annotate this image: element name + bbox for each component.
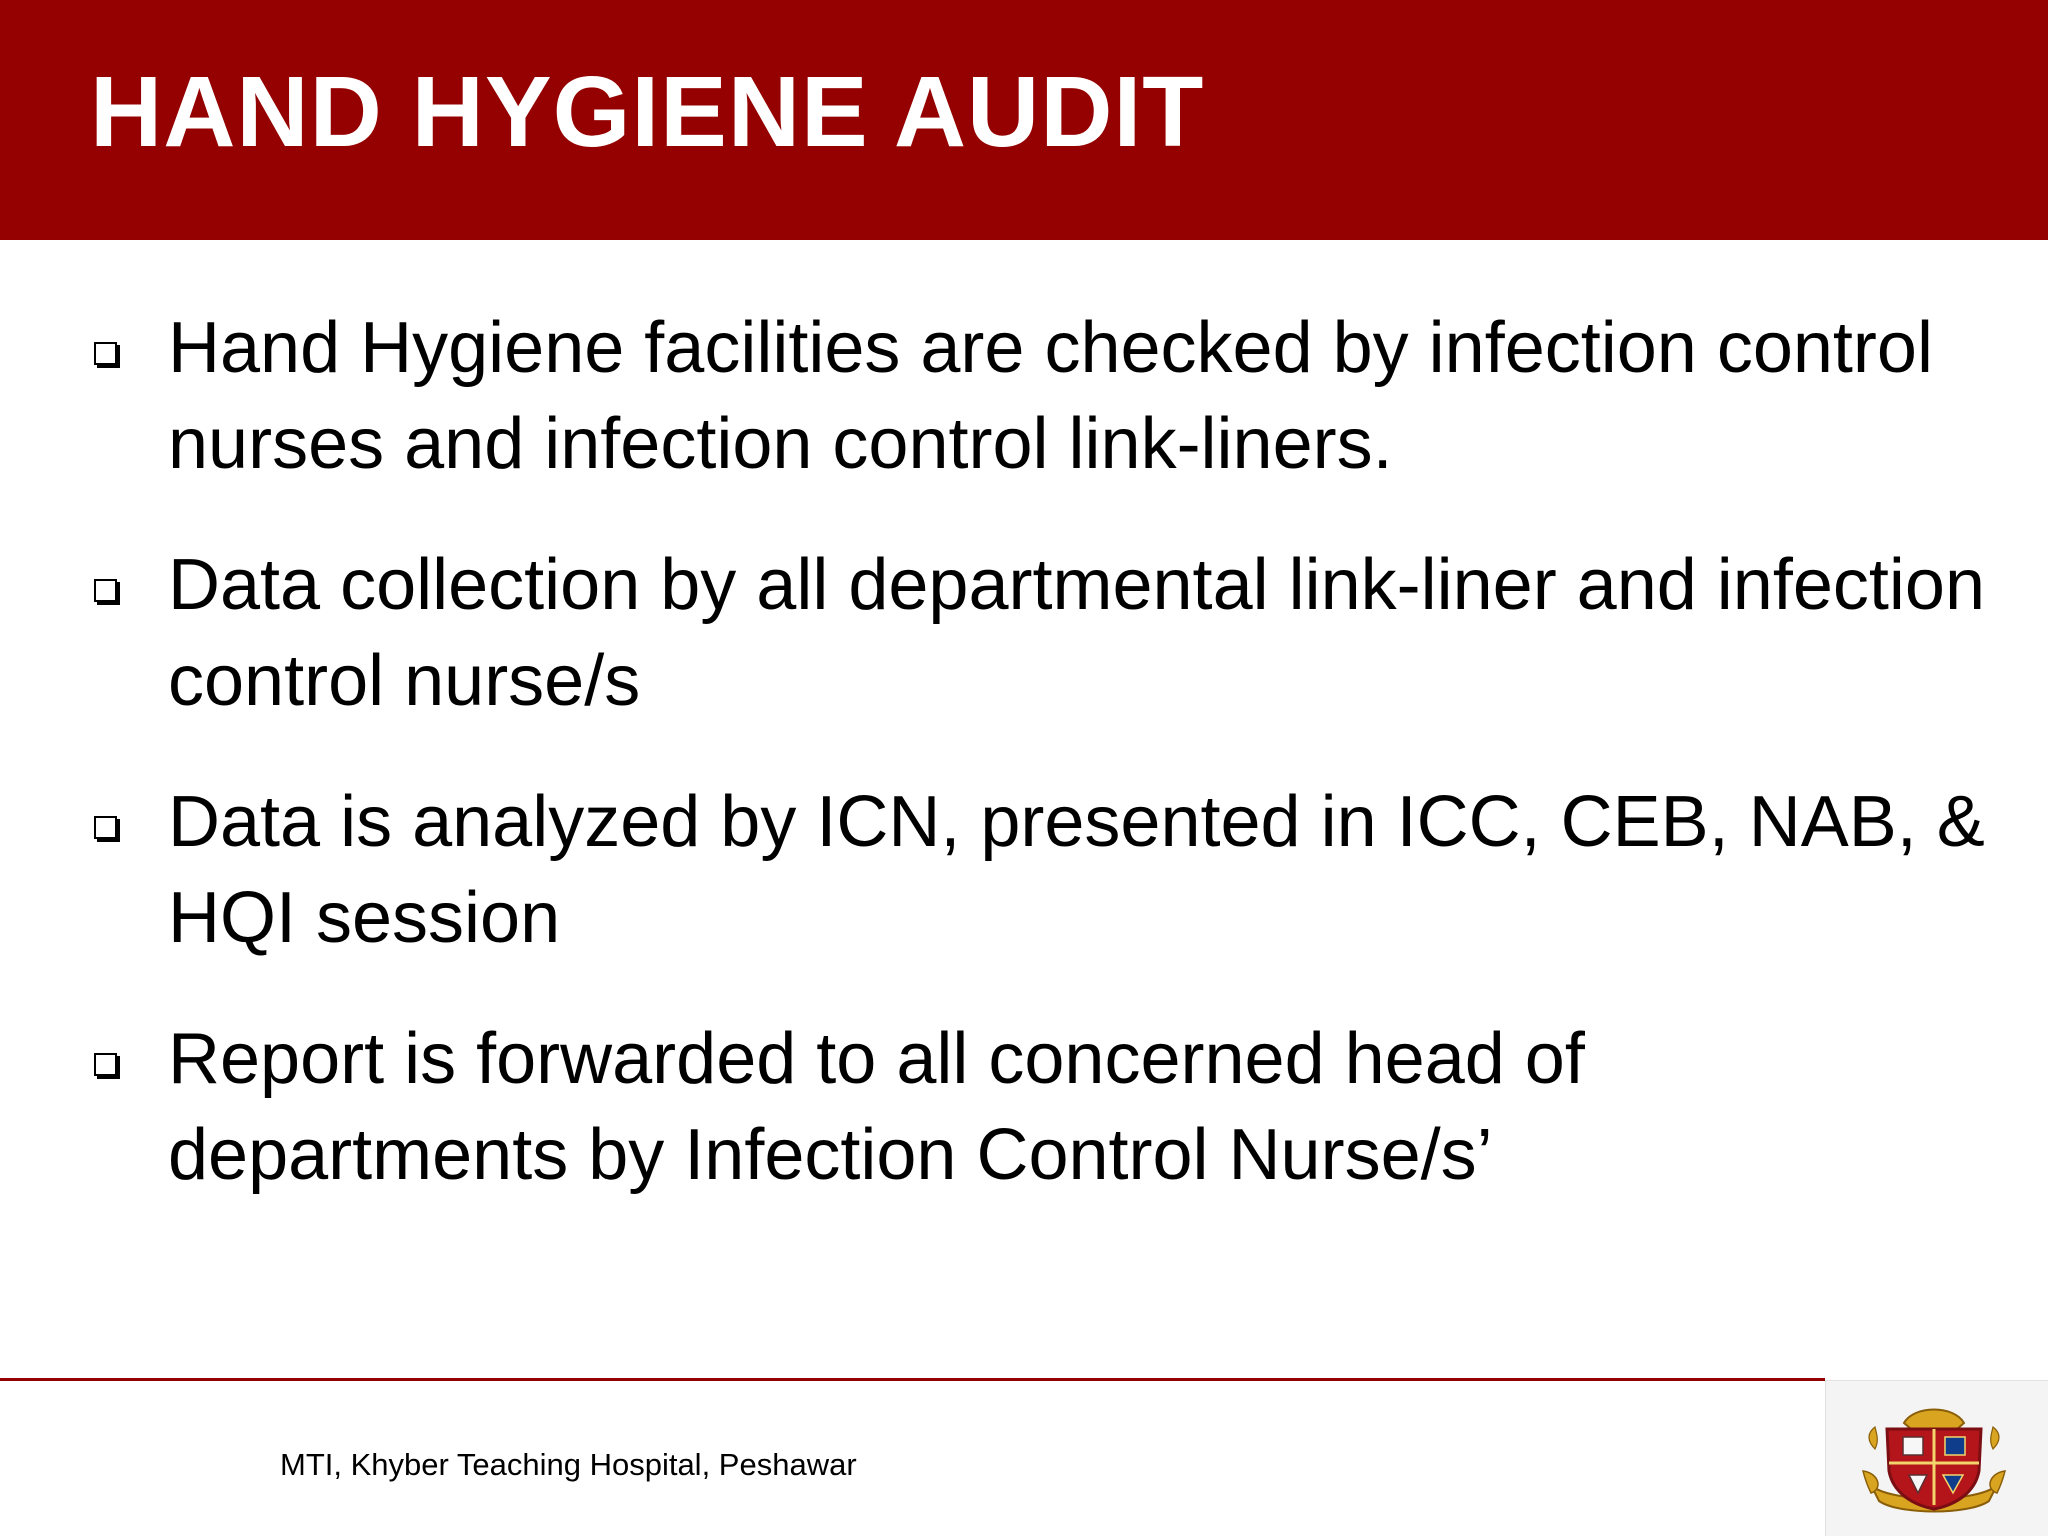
bullet-text: Data collection by all departmental link-liner and infection control nurse/s bbox=[168, 545, 1985, 721]
footer-divider bbox=[0, 1378, 1825, 1381]
bullet-text: Hand Hygiene facilities are checked by infection control nurses and infection control link-liners. bbox=[168, 308, 1933, 484]
bullet-text: Data is analyzed by ICN, presented in ICC, CEB, NAB, & HQI session bbox=[168, 782, 1985, 958]
title-bar bbox=[0, 0, 2048, 240]
slide-title: HAND HYGIENE AUDIT bbox=[90, 56, 1205, 168]
bullet-text: Report is forwarded to all concerned head of departments by Infection Control Nurse/s’ bbox=[168, 1019, 1585, 1195]
hollow-square-bullet-icon bbox=[94, 816, 117, 839]
hollow-square-bullet-icon bbox=[94, 342, 117, 365]
bullet-item bbox=[90, 300, 1990, 492]
footer-text: MTI, Khyber Teaching Hospital, Peshawar bbox=[280, 1447, 857, 1482]
bullet-item bbox=[90, 537, 1990, 729]
bullet-item bbox=[90, 774, 1990, 966]
bullet-item bbox=[90, 1011, 1990, 1203]
hospital-crest-logo-icon bbox=[1859, 1401, 2009, 1521]
hollow-square-bullet-icon bbox=[94, 579, 117, 602]
bullet-list bbox=[90, 300, 1990, 1248]
logo-panel bbox=[1825, 1380, 2048, 1536]
hollow-square-bullet-icon bbox=[94, 1053, 117, 1076]
